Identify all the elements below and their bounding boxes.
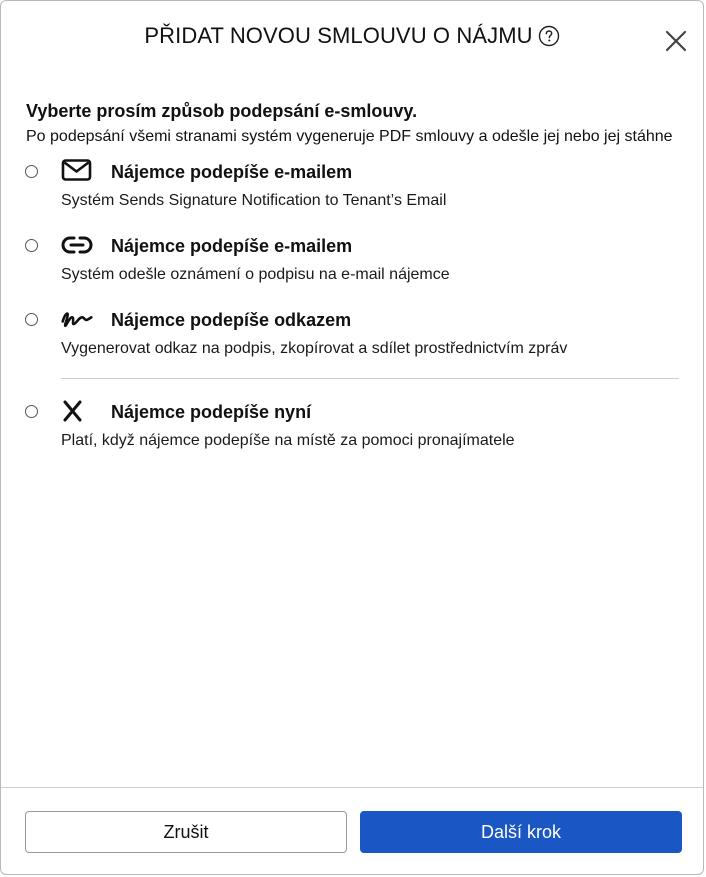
option-title: Nájemce podepíše nyní [111,402,312,422]
option-email-link[interactable] [1,232,703,292]
x-icon [61,400,93,424]
radio-button[interactable] [25,405,38,418]
option-description: Systém odešle oznámení o podpisu na e-mail nájemce [61,266,450,283]
intro-description: Po podepsání všemi stranami systém vygeneruje PDF smlouvy a odešle jej nebo jej stáhne [26,128,673,145]
option-sign-link[interactable] [1,306,703,366]
radio-button[interactable] [25,239,38,252]
option-title: Nájemce podepíše e-mailem [111,236,353,256]
next-step-button[interactable]: Další krok [360,811,682,853]
option-title: Nájemce podepíše odkazem [111,310,352,330]
intro-heading: Vyberte prosím způsob podepsání e-smlouvy. [26,101,418,121]
option-title: Nájemce podepíše e-mailem [111,162,353,182]
link-icon [61,233,93,257]
help-circle-icon[interactable] [538,25,560,47]
option-email-notification[interactable] [1,158,703,218]
option-description: Systém Sends Signature Notification to Tenant’s Email [61,192,447,209]
dialog-title: PŘIDAT NOVOU SMLOUVU O NÁJMU [144,23,533,48]
options-divider [61,378,679,379]
envelope-icon [61,158,93,182]
footer-divider [1,787,703,788]
option-description: Vygenerovat odkaz na podpis, zkopírovat a sdílet prostřednictvím zpráv [61,340,568,357]
signature-icon [61,307,93,331]
option-description: Platí, když nájemce podepíše na místě za pomoci pronajímatele [61,432,515,449]
option-sign-now[interactable] [1,398,703,458]
intro-section [26,99,683,148]
close-icon[interactable] [665,30,687,52]
dialog-header [1,23,703,49]
radio-button[interactable] [25,313,38,326]
radio-button[interactable] [25,165,38,178]
cancel-button[interactable]: Zrušit [25,811,347,853]
